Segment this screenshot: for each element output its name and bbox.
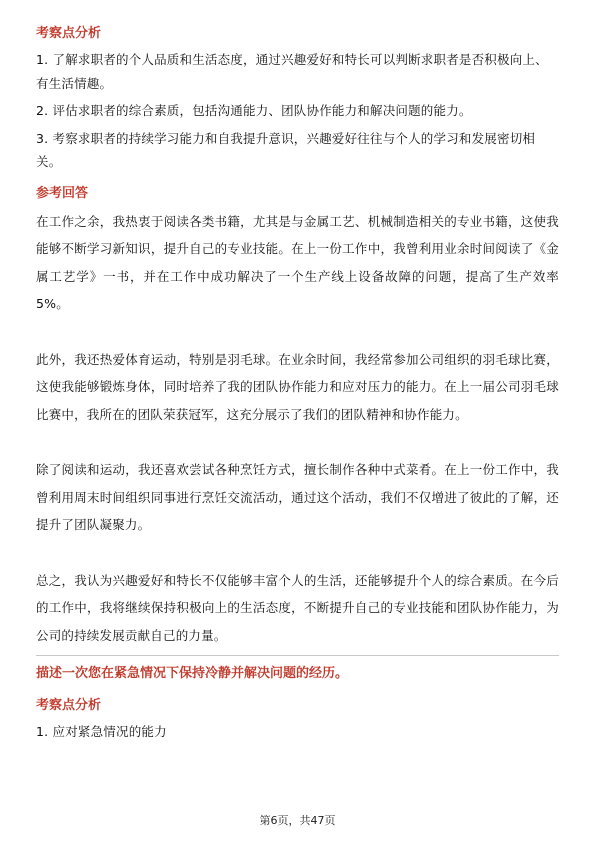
answer-paragraph: 在工作之余，我热衷于阅读各类书籍，尤其是与金属工艺、机械制造相关的专业书籍，这使我能够不断学习新知识，提升自己的专业技能。在上一份工作中，我曾利用业余时间阅读了《金属工艺学》一书，并在工作中成功解决了一个生产线上设备故障的问题，提高了生产效率5%。	[36, 213, 559, 311]
answer-paragraph: 此外，我还热爱体育运动，特别是羽毛球。在业余时间，我经常参加公司组织的羽毛球比赛，这使我能够锻炼身体，同时培养了我的团队协作能力和应对压力的能力。在上一届公司羽毛球比赛中，我所在的团队荣获冠军，这充分展示了我们的团队精神和协作能力。	[36, 351, 559, 422]
document-page	[36, 24, 559, 748]
analysis-item: 2. 评估求职者的综合素质，包括沟通能力、团队协作能力和解决问题的能力。	[36, 103, 472, 118]
analysis-item: 1. 了解求职者的个人品质和生活态度，通过兴趣爱好和特长可以判断求职者是否积极向上、有生活情趣。	[36, 52, 548, 91]
answer-paragraph: 总之，我认为兴趣爱好和特长不仅能够丰富个人的生活，还能够提升个人的综合素质。在今后的工作中，我将继续保持积极向上的生活态度，不断提升自己的专业技能和团队协作能力，为公司的持续发展贡献自己的力量。	[36, 572, 559, 643]
page-number: 第6页，共47页	[259, 814, 336, 827]
analysis-item: 1. 应对紧急情况的能力	[36, 724, 167, 739]
answer-paragraph: 除了阅读和运动，我还喜欢尝试各种烹饪方式，擅长制作各种中式菜肴。在上一份工作中，我曾利用周末时间组织同事进行烹饪交流活动，通过这个活动，我们不仅增进了彼此的了解，还提升了团队凝聚力。	[36, 462, 559, 532]
analysis-item: 3. 考察求职者的持续学习能力和自我提升意识，兴趣爱好往往与个人的学习和发展密切相关。	[36, 130, 536, 169]
section-title-analysis: 考察点分析	[36, 698, 102, 713]
section-title-analysis: 考察点分析	[36, 26, 102, 41]
question-heading: 描述一次您在紧急情况下保持冷静并解决问题的经历。	[36, 666, 349, 681]
section-divider	[36, 655, 559, 656]
section-title-answer: 参考回答	[36, 185, 89, 201]
